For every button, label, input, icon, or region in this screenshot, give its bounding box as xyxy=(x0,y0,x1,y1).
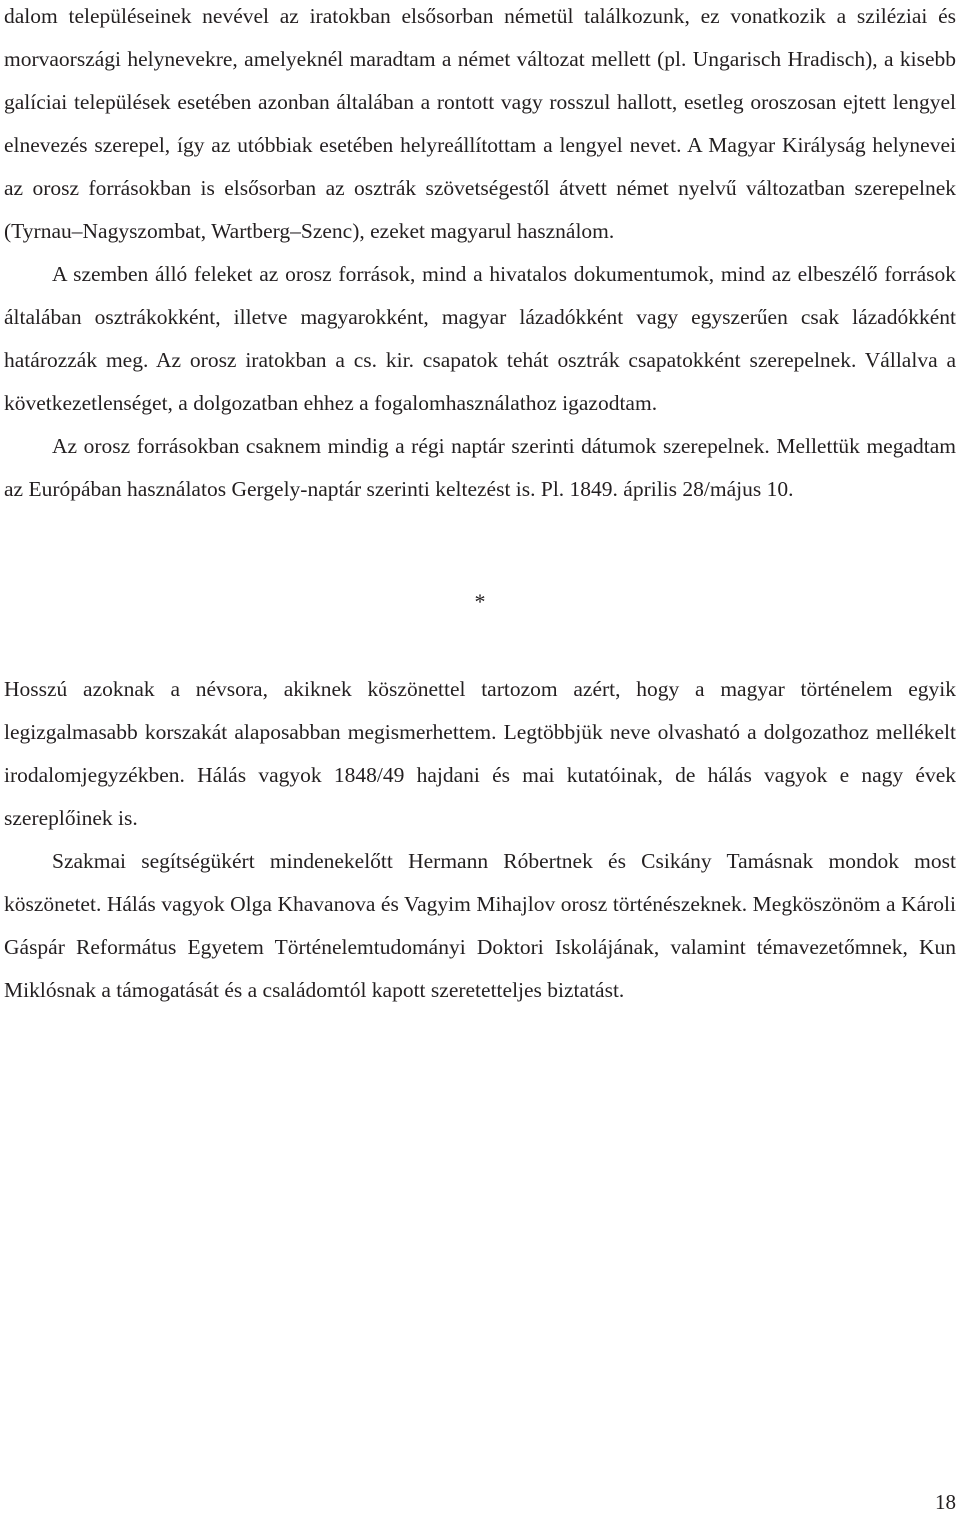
page-number: 18 xyxy=(935,1490,956,1514)
paragraph-calendar-dates: Az orosz forrásokban csaknem mindig a régi naptár szerinti dátumok szerepelnek. Mellettük megadtam az Európában használatos Gergely-naptár szerinti keltezést is. Pl. 1849. április 28/május 10. xyxy=(4,434,956,501)
paragraph-opposing-parties: A szemben álló feleket az orosz források, mind a hivatalos dokumentumok, mind az elbeszélő források általában osztrákokként, illetve magyarokként, magyar lázadókként vagy egyszerűen csak lázadókként határozzák meg. Az orosz iratokban a cs. kir. csapatok tehát osztrák csapatokként szerepelnek. Vállalva a következetlenséget, a dolgozatban ehhez a fogalomhasználathoz igazodtam. xyxy=(4,262,956,415)
paragraph-acknowledgements: Hosszú azoknak a névsora, akiknek köszönettel tartozom azért, hogy a magyar történelem egyik legizgalmasabb korszakát alaposabban megismerhettem. Legtöbbjük neve olvasható a dolgozathoz mellékelt irodalomjegyzékben. Hálás vagyok 1848/49 hajdani és mai kutatóinak, de hálás vagyok e nagy évek szereplőinek is. xyxy=(4,677,956,830)
section-separator: * xyxy=(474,589,486,614)
document-page xyxy=(4,0,956,1012)
paragraph-place-names: dalom településeinek nevével az iratokban elsősorban németül találkozunk, ez vonatkozik a sziléziai és morvaországi helynevekre, amelyeknél maradtam a német változat mellett (pl. Ungarisch Hradisch), a kisebb galíciai települések esetében azonban általában a rontott vagy rosszul hallott, esetleg oroszosan ejtett lengyel elnevezés szerepel, így az utóbbiak esetében helyreállítottam a lengyel nevet. A Magyar Királyság helynevei az orosz forrásokban is elsősorban az osztrák szövetségestől átvett német nyelvű változatban szerepelnek (Tyrnau–Nagyszombat, Wartberg–Szenc), ezeket magyarul használom. xyxy=(4,4,956,243)
paragraph-thanks: Szakmai segítségükért mindenekelőtt Hermann Róbertnek és Csikány Tamásnak mondok most köszönetet. Hálás vagyok Olga Khavanova és Vagyim Mihajlov orosz történészeknek. Megköszönöm a Károli Gáspár Református Egyetem Történelemtudományi Doktori Iskolájának, valamint témavezetőmnek, Kun Miklósnak a támogatását és a családomtól kapott szeretetteljes biztatást. xyxy=(4,849,956,1002)
